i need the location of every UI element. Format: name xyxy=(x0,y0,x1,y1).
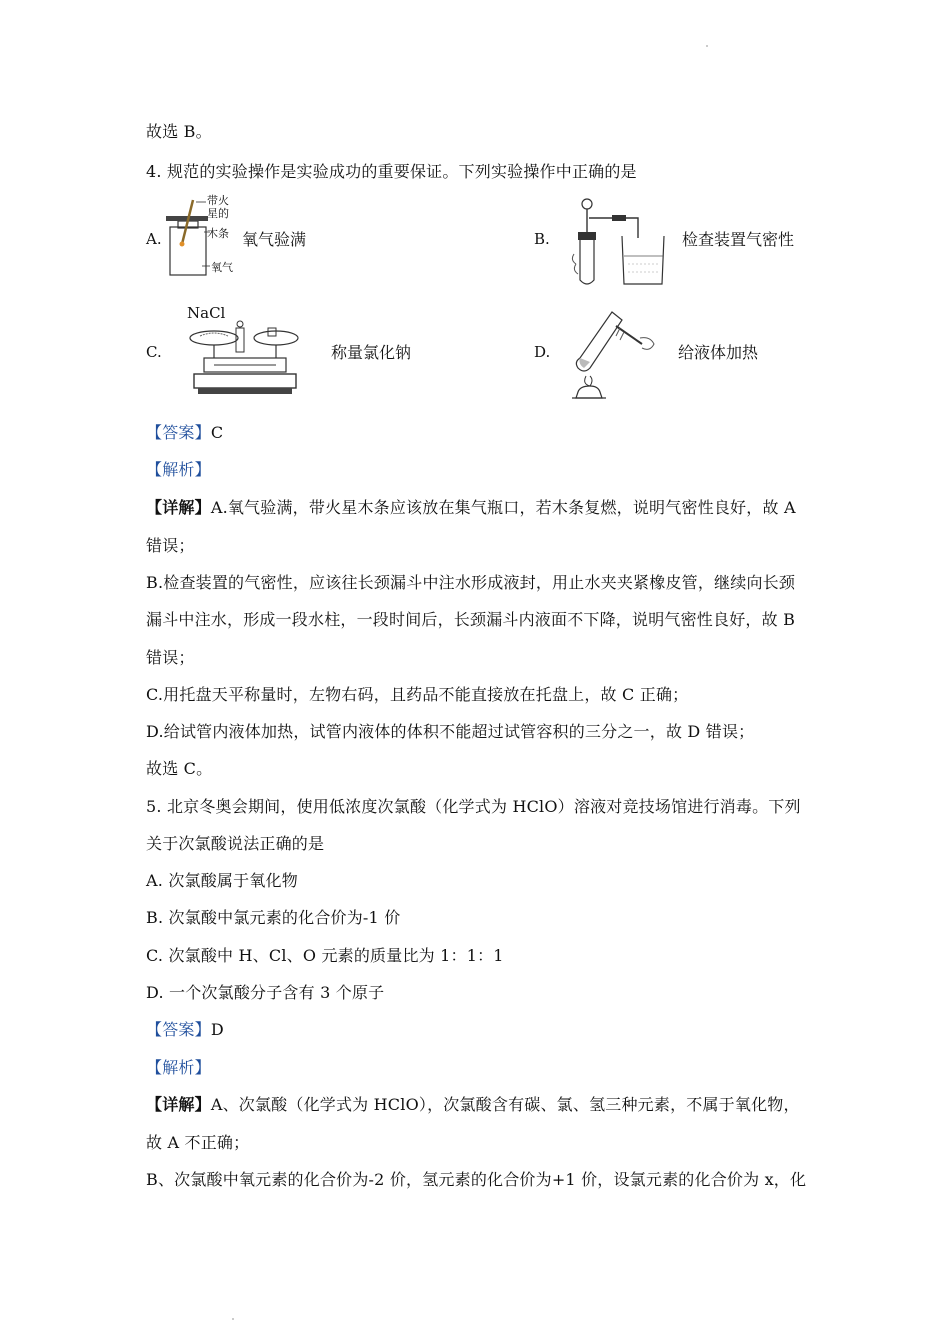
answer-tag: 【答案】 xyxy=(146,423,211,442)
heating-liquid-figure xyxy=(564,306,664,402)
page-speck xyxy=(706,45,708,47)
q4-analysis-tag: 【解析】 xyxy=(146,460,211,479)
detail-text: A、次氯酸（化学式为 HClO），次氯酸含有碳、氯、氢三种元素，不属于氧化物， xyxy=(210,1095,800,1114)
q4-option-b-text: 检查装置气密性 xyxy=(682,230,795,249)
answer-tag: 【答案】 xyxy=(146,1020,211,1039)
q4-stem: 4. 规范的实验操作是实验成功的重要保证。下列实验操作中正确的是 xyxy=(146,162,637,181)
q4-figa-label-4: 氧气 xyxy=(211,261,233,274)
q4-option-d-label: D. xyxy=(534,343,551,361)
q5-option-a: A. 次氯酸属于氧化物 xyxy=(146,871,298,890)
detail-tag: 【详解】 xyxy=(146,498,211,517)
q4-option-a-text: 氧气验满 xyxy=(242,230,307,249)
q4-option-c-label: C. xyxy=(146,343,162,361)
q4-detail-line-7: D.给试管内液体加热，试管内液体的体积不能超过试管容积的三分之一，故 D 错误； xyxy=(146,722,755,741)
airtightness-check-figure xyxy=(568,194,668,290)
answer-value: D xyxy=(210,1020,224,1039)
q4-figa-label-1: 带火 xyxy=(207,194,229,207)
q5-option-b: B. 次氯酸中氯元素的化合价为-1 价 xyxy=(146,908,401,927)
q4-detail-line-3: B.检查装置的气密性，应该往长颈漏斗中注水形成液封，用止水夹夹紧橡皮管，继续向长颈 xyxy=(146,573,796,592)
q5-detail-line-3: B、次氯酸中氧元素的化合价为-2 价，氢元素的化合价为+1 价，设氯元素的化合价为 x，化 xyxy=(146,1170,807,1189)
q4-option-b-label: B. xyxy=(534,230,550,248)
q4-detail-line-5: 错误； xyxy=(146,648,195,667)
q5-stem-line-2: 关于次氯酸说法正确的是 xyxy=(146,834,325,853)
q4-detail-line-8: 故选 C。 xyxy=(146,759,213,778)
q4-detail-line-4: 漏斗中注水，形成一段水柱，一段时间后，长颈漏斗内液面不下降，说明气密性良好，故 B xyxy=(146,610,796,629)
q4-detail-line-6: C.用托盘天平称量时，左物右码，且药品不能直接放在托盘上，故 C 正确； xyxy=(146,685,689,704)
balance-figure xyxy=(184,318,304,398)
q4-option-c-text: 称量氯化钠 xyxy=(331,343,412,362)
q4-figa-label-2: 星的 xyxy=(207,207,229,220)
q4-answer xyxy=(146,423,223,443)
q4-detail-line-2: 错误； xyxy=(146,536,195,555)
q4-option-a-label: A. xyxy=(146,230,162,248)
q4-detail-line-1 xyxy=(146,498,796,518)
detail-tag: 【详解】 xyxy=(146,1095,211,1114)
q5-option-c: C. 次氯酸中 H、Cl、O 元素的质量比为 1：1：1 xyxy=(146,946,504,965)
q5-stem-line-1: 5. 北京冬奥会期间，使用低浓度次氯酸（化学式为 HClO）溶液对竞技场馆进行消毒。下列 xyxy=(146,797,801,816)
q4-figa-label-3: 木条 xyxy=(207,227,229,240)
q4-option-d-text: 给液体加热 xyxy=(678,343,759,362)
q5-answer xyxy=(146,1020,224,1040)
page-speck xyxy=(232,1318,234,1320)
q5-analysis-tag: 【解析】 xyxy=(146,1058,211,1077)
q5-detail-line-1 xyxy=(146,1095,800,1115)
prev-conclusion: 故选 B。 xyxy=(146,122,212,141)
detail-text: A.氧气验满，带火星木条应该放在集气瓶口，若木条复燃，说明气密性良好，故 A xyxy=(210,498,796,517)
q5-detail-line-2: 故 A 不正确； xyxy=(146,1133,250,1152)
q5-option-d: D. 一个次氯酸分子含有 3 个原子 xyxy=(146,983,385,1002)
answer-value: C xyxy=(210,423,224,442)
q4-figc-label: NaCl xyxy=(187,304,226,322)
